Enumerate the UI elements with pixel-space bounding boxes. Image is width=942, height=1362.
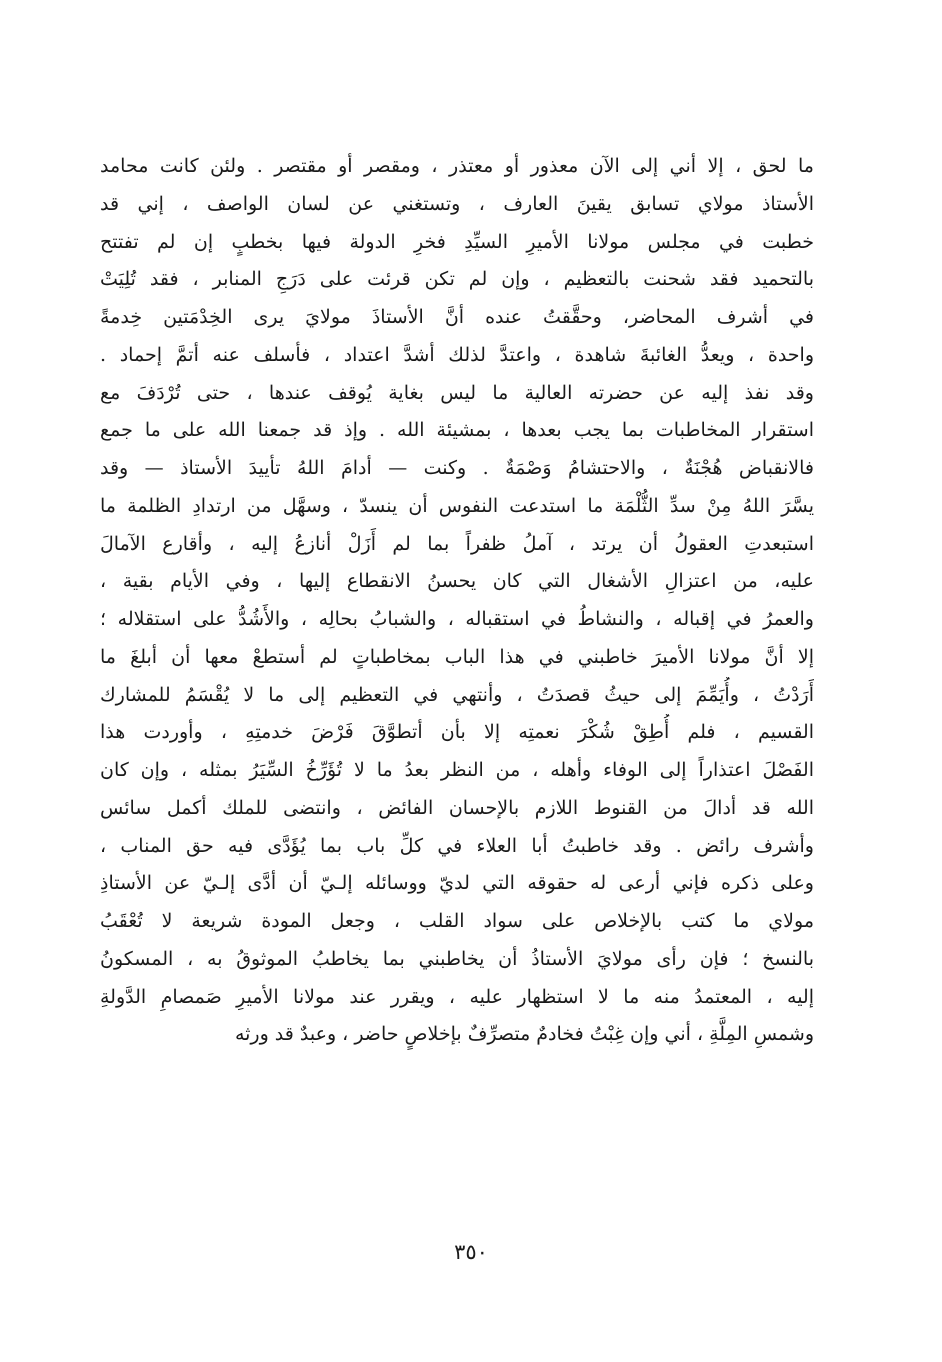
text-line: وشمسِ المِلَّةِ ، أني وإن غِبْتُ فخادمٌ متصرِّفٌ بإخلاصٍ حاضر ، وعبدٌ قد ورثه <box>234 1023 814 1046</box>
text-line: الفَصْلَ اعتذاراً إلى الوفاء وأهله ، من النظر بعدُ ما لا تُؤَرِّخُ السِّيَرُ بمثله ، وإن كان <box>100 759 814 781</box>
text-line: وقد نفذ إليه عن حضرته العالية ما ليس بغاية يُوقف عندها ، حتى تُرْدَفَ مع <box>100 381 814 404</box>
text-line: القسيم ، فلم أُطِقْ شُكْرَ نعمتِه إلا بأن أتطوَّقَ فَرْضَ خدمتِهِ ، وأوردت هذا <box>100 721 814 744</box>
text-line: وعلى ذكره فإني أرعى له حقوقه التي لديّ ووسائله إلـيّ أن أدَّى إلـيّ عن الأستاذِ <box>100 872 814 895</box>
text-line: إلا أنَّ مولانا الأميرَ خاطبني في هذا الباب بمخاطباتٍ لم أستطعْ معها أن أبلغَ ما <box>100 645 814 668</box>
text-line: مولاي ما كتب بالإخلاص على سواد القلب ، وجعل المودة شريعة لا تُعْقَبُ <box>100 910 814 932</box>
text-line: والعمرُ في إقباله ، والنشاطُ في استقباله ، والشبابُ بحالِه ، والأَشُدُّ على استقلاله ؛ <box>100 608 814 630</box>
text-line: استبعدتِ العقولُ أن يرتد ، آملُ ظفراً بما لم أَزَلْ أنازعُ إليه ، وأقارع الآمالَ <box>100 532 814 555</box>
text-line: الله قد أدالَ من القنوط اللازم بالإحسان الفائض ، وانتضى للملك أكمل سائس <box>100 796 814 819</box>
page-number: ٣٥٠ <box>454 1240 488 1264</box>
body-text <box>100 148 814 1054</box>
text-line: استقرار المخاطبات بما يجب بعدها ، بمشيئة الله . وإذ قد جمعنا الله على ما جمع <box>100 419 814 442</box>
text-line: ما لحق ، إلا أني إلى الآن معذور أو معتذر ، ومقصر أو مقتصر . ولئن كانت محامد <box>100 155 814 177</box>
text-line: واحدة ، ويعدُّ الغائبةَ شاهدة ، واعتدَّ لذلك أشدَّ اعتداد ، فأسلف عنه أتمَّ إحماد . <box>100 343 814 366</box>
text-line: خطبت في مجلس مولانا الأميرِ السيِّدِ فخرِ الدولة فيها بخطبٍ إن لم تفتتح <box>100 230 814 253</box>
text-line: عليه، من اعتزالِ الأشغال التي كان يحسنُ الانقطاع إليها ، وفي الأيام بقية ، <box>100 570 814 593</box>
text-line: بالتحميد فقد شحنت بالتعظيم ، وإن لم تكن قرئت على دَرَجِ المنابر ، فقد تُلِيَتْ <box>100 268 814 291</box>
text-line: بالنسخ ؛ فإن رأى مولايَ الأستاذُ أن يخاطبني بما يخاطبُ الموثوقُ به ، المسكونُ <box>100 947 814 970</box>
text-line: فالانقباض هُجْنَةٌ ، والاحتشامُ وَصْمَةٌ . وكنت — أدامَ اللهُ تأييدَ الأستاذ — وقد <box>100 457 814 479</box>
text-line: إليه ، المعتمدُ منه ما لا استظهار عليه ، ويقرر عند مولانا الأميرِ صَمصامِ الدَّولةِ <box>100 985 814 1008</box>
text-line: يسَّرَ اللهُ مِنْ سدِّ الثُّلْمَة ما استدعت النفوس أن ينسدّ ، وسهَّل من ارتدادِ الظلمة ما <box>100 494 814 517</box>
text-line: وأشرف رائض . وقد خاطبتُ أبا العلاء في كلِّ باب بما يُؤَدَّى فيه حق المناب ، <box>100 834 814 857</box>
text-line: في أشرف المحاضر، وحقَّقتُ عنده أنَّ الأستاذَ مولايَ يرى الخِدْمَتين خِدمةً <box>100 306 814 328</box>
text-line: الأستاذ مولاي تسابق يقينَ العارف ، وتستغني عن لسان الواصف ، إني قد <box>100 192 814 215</box>
text-line: أَرَدْتُ ، وأُيَمِّمَ إلى حيثُ قصدَتُ ، وأنتهي في التعظيم إلى ما لا يُقْسَمُ للمشارك <box>100 683 814 706</box>
